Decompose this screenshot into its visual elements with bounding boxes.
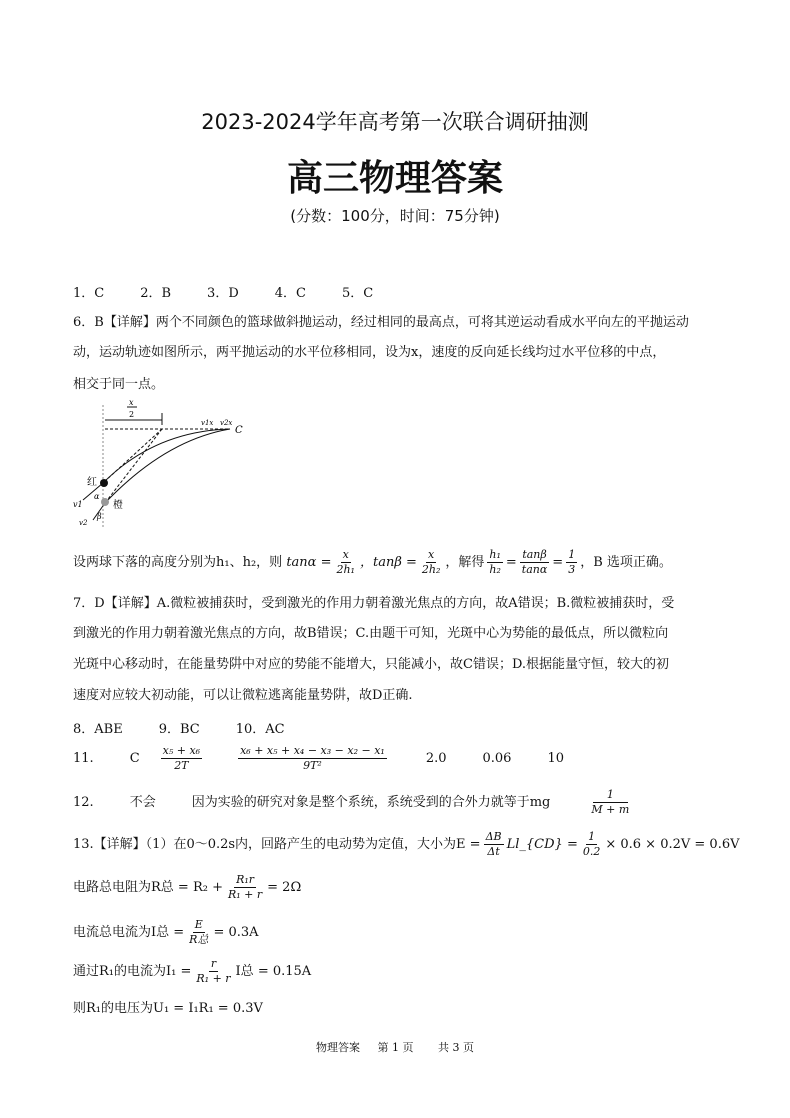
num: h₁ xyxy=(489,548,501,561)
orange-trajectory xyxy=(105,429,230,503)
fraction xyxy=(226,873,264,902)
q13-line5: 则R₁的电压为U₁ = I₁R₁ = 0.3V xyxy=(73,1001,263,1016)
text: = 2Ω xyxy=(267,880,302,895)
q6-line: 6．B【详解】两个不同颜色的篮球做斜抛运动，经过相同的最高点，可将其逆运动看成水平向左的平抛运动 xyxy=(73,315,689,330)
den: 3 xyxy=(568,563,576,576)
fraction xyxy=(484,830,504,859)
den: R₁ + r xyxy=(196,972,231,985)
answer: 10．AC xyxy=(235,722,285,737)
label-c: C xyxy=(235,425,243,436)
q7-line: 光斑中心移动时，在能量势阱中对应的势能不能增大，只能减小，故C错误；D.根据能量守恒，较大的初 xyxy=(73,657,670,672)
text: I总 = 0.15A xyxy=(235,964,312,979)
text: 设两球下落的高度分别为h₁、h₂，则 xyxy=(73,555,283,570)
q11 xyxy=(73,744,564,773)
num: 1 xyxy=(593,788,628,803)
exam-meta: (分数：100分，时间：75分钟) xyxy=(290,207,500,225)
den: 9T² xyxy=(303,759,322,772)
num: x₆ + x₅ + x₄ − x₃ − x₂ − x₁ xyxy=(240,744,385,757)
page-title: 高三物理答案 xyxy=(286,158,503,199)
red-ball xyxy=(100,479,108,487)
trajectory-diagram xyxy=(65,395,255,530)
q7-line: 到激光的作用力朝着激光焦点的方向，故B错误；C.由题干可知，光斑中心为势能的最低点，所以微粒向 xyxy=(73,626,669,641)
den: h₂ xyxy=(489,563,501,576)
fraction xyxy=(420,548,443,577)
red-trajectory xyxy=(103,429,230,483)
q7-line: 7．D【详解】A.微粒被捕获时，受到激光的作用力朝着激光焦点的方向，故A错误；B.微粒被捕获时，受 xyxy=(73,596,675,611)
den: Δt xyxy=(487,845,500,858)
fraction xyxy=(194,957,232,986)
total-pages: 共 3 页 xyxy=(437,1041,474,1054)
text: 10 xyxy=(547,751,564,766)
num: r xyxy=(210,957,217,970)
text: tanα = xyxy=(286,555,332,570)
fraction xyxy=(566,548,577,577)
answers-1-5 xyxy=(73,282,373,301)
footer-name: 物理答案 xyxy=(316,1041,361,1054)
label-v2x: v2x xyxy=(220,419,233,427)
q13-line4 xyxy=(73,957,311,986)
num: tanβ xyxy=(522,548,547,561)
q6-solution: 设两球下落的高度分别为h₁、h₂，则 tanα = $\frac{x}{\text{2h₁}}$ ，tanβ = $\frac{x}{\text{2h₂}}$ ，解得 $\frac{\text{h₁}}{\text{h₂}}$ = $\frac{\tan\beta}{\tan\alpha}$ = $\frac{1}{3}$ ，B 选项正确。 xyxy=(73,548,672,576)
text: ，tanβ = xyxy=(359,555,417,570)
label-red: 红 xyxy=(87,477,97,488)
text: × 0.6 × 0.2V = 0.6V xyxy=(605,837,740,852)
answers-8-10 xyxy=(73,718,285,737)
num: ΔB xyxy=(485,830,502,843)
den: 2h₂ xyxy=(421,563,441,576)
label-orange: 橙 xyxy=(113,500,123,511)
num: R₁r xyxy=(236,873,255,886)
label-v2: v2 xyxy=(79,519,88,527)
answer: 4．C xyxy=(274,286,306,301)
text: 13.【详解】（1）在0～0.2s内，回路产生的电动势为定值，大小为E = xyxy=(73,837,481,852)
page-number: 第 1 页 xyxy=(377,1041,414,1054)
orange-ball xyxy=(101,498,109,506)
fraction xyxy=(161,744,202,773)
num: x xyxy=(342,548,349,561)
text: 电路总电阻为R总 = R₂ + xyxy=(73,880,223,895)
text: 12. xyxy=(73,795,94,810)
q13-line2 xyxy=(73,873,301,902)
q12 xyxy=(73,788,634,817)
fraction xyxy=(589,788,631,817)
answer: 9．BC xyxy=(158,722,200,737)
text: = 0.3A xyxy=(213,925,259,940)
den: 2T xyxy=(174,759,189,772)
answer: 8．ABE xyxy=(73,722,123,737)
label-v1x: v1x xyxy=(201,419,214,427)
num: 1 xyxy=(588,830,596,843)
answer: 2．B xyxy=(140,286,172,301)
q13-line3 xyxy=(73,918,259,947)
answer: 3．D xyxy=(207,286,239,301)
text: Ll_{CD} = xyxy=(506,837,578,852)
fraction xyxy=(238,744,387,773)
text: 通过R₁的电流为I₁ = xyxy=(73,964,192,979)
text: ，解得 xyxy=(445,555,485,570)
text: 不会 xyxy=(129,795,156,810)
q6-line: 相交于同一点。 xyxy=(73,377,165,392)
den: 0.2 xyxy=(582,845,601,858)
num: x₅ + x₆ xyxy=(162,744,201,757)
den: R总 xyxy=(189,933,209,946)
label-2: 2 xyxy=(129,410,135,419)
text: 因为实验的研究对象是整个系统，系统受到的合外力就等于mg xyxy=(191,795,551,810)
q6-line: 动，运动轨迹如图所示，两平抛运动的水平位移相同，设为x，速度的反向延长线均过水平位移的中点， xyxy=(73,345,666,360)
num: 1 xyxy=(568,548,576,561)
den: 2h₁ xyxy=(336,563,355,576)
text: 电流总电流为I总 = xyxy=(73,925,185,940)
answer: 5．C xyxy=(341,286,374,301)
fraction xyxy=(581,830,603,859)
num: E xyxy=(194,918,203,931)
den: tanα xyxy=(521,563,548,576)
text: C xyxy=(129,751,140,766)
fraction xyxy=(487,548,503,577)
text: 0.06 xyxy=(482,751,512,766)
text: 11. xyxy=(73,751,94,766)
text: 2.0 xyxy=(425,751,447,766)
fraction xyxy=(187,918,210,947)
answer: 1．C xyxy=(73,286,105,301)
footer xyxy=(0,1039,790,1055)
q13-line1 xyxy=(73,830,739,859)
label-v1: v1 xyxy=(73,500,83,509)
fraction xyxy=(334,548,357,577)
q7-line: 速度对应较大初动能，可以让微粒逃离能量势阱，故D正确. xyxy=(73,688,413,703)
exam-title: 2023-2024学年高考第一次联合调研抽测 xyxy=(201,110,589,134)
den: M + m xyxy=(591,803,630,816)
label-alpha: α xyxy=(94,492,100,501)
label-x: x xyxy=(129,398,134,407)
text: ，B 选项正确。 xyxy=(580,555,672,570)
num: x xyxy=(428,548,435,561)
fraction xyxy=(520,548,550,577)
den: R₁ + r xyxy=(227,888,263,901)
label-beta: β xyxy=(97,512,102,521)
